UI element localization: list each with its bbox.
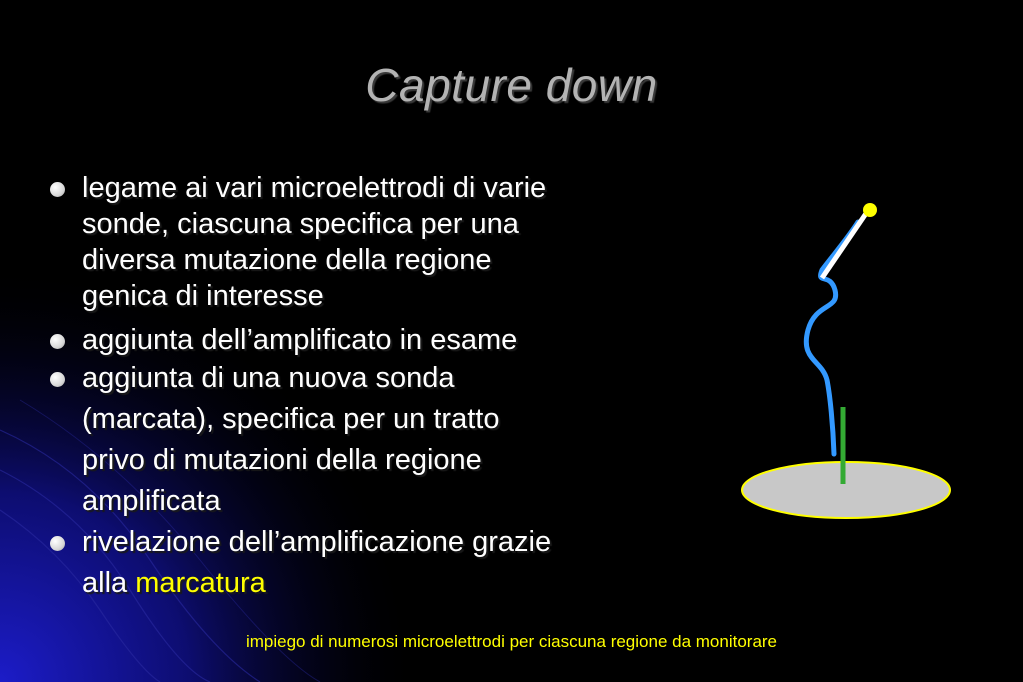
bullet-list <box>48 170 728 604</box>
bullet-line: sonde, ciascuna specifica per una <box>82 208 519 240</box>
amplicon-strand <box>806 222 858 454</box>
highlight-word: marcatura <box>135 567 266 599</box>
bullet-line: rivelazione dell’amplificazione grazie <box>82 526 552 558</box>
footer-caption <box>0 632 1023 652</box>
bullet-item-1 <box>48 170 728 314</box>
slide-title: Capture down <box>365 59 658 111</box>
bullet-item-2 <box>48 322 728 358</box>
bullet-dot-icon <box>50 536 65 551</box>
bullet-line: diversa mutazione della regione <box>82 244 492 276</box>
bullet-line: aggiunta di una nuova sonda <box>82 362 455 394</box>
footer-text: impiego di numerosi microelettrodi per ciascuna regione da monitorare <box>245 632 778 651</box>
bullet-line: privo di mutazioni della regione <box>82 444 482 476</box>
bullet-item-4 <box>48 522 728 604</box>
bullet-line: aggiunta dell’amplificato in esame <box>82 324 518 356</box>
bullet-line-last <box>82 563 728 604</box>
label-marker-dot <box>863 203 877 217</box>
bullet-line: amplificata <box>82 485 221 517</box>
bullet-line: legame ai vari microelettrodi di varie <box>82 172 547 204</box>
bullet-item-3 <box>48 358 728 522</box>
bullet-dot-icon <box>50 182 65 197</box>
bullet-line-prefix: alla <box>82 567 136 599</box>
labelled-probe <box>822 212 867 278</box>
bullet-dot-icon <box>50 334 65 349</box>
microelectrode-disc <box>742 462 950 518</box>
bullet-dot-icon <box>50 372 65 387</box>
capture-down-diagram <box>730 190 970 530</box>
bullet-line: (marcata), specifica per un tratto <box>82 403 500 435</box>
bullet-line: genica di interesse <box>82 280 324 312</box>
